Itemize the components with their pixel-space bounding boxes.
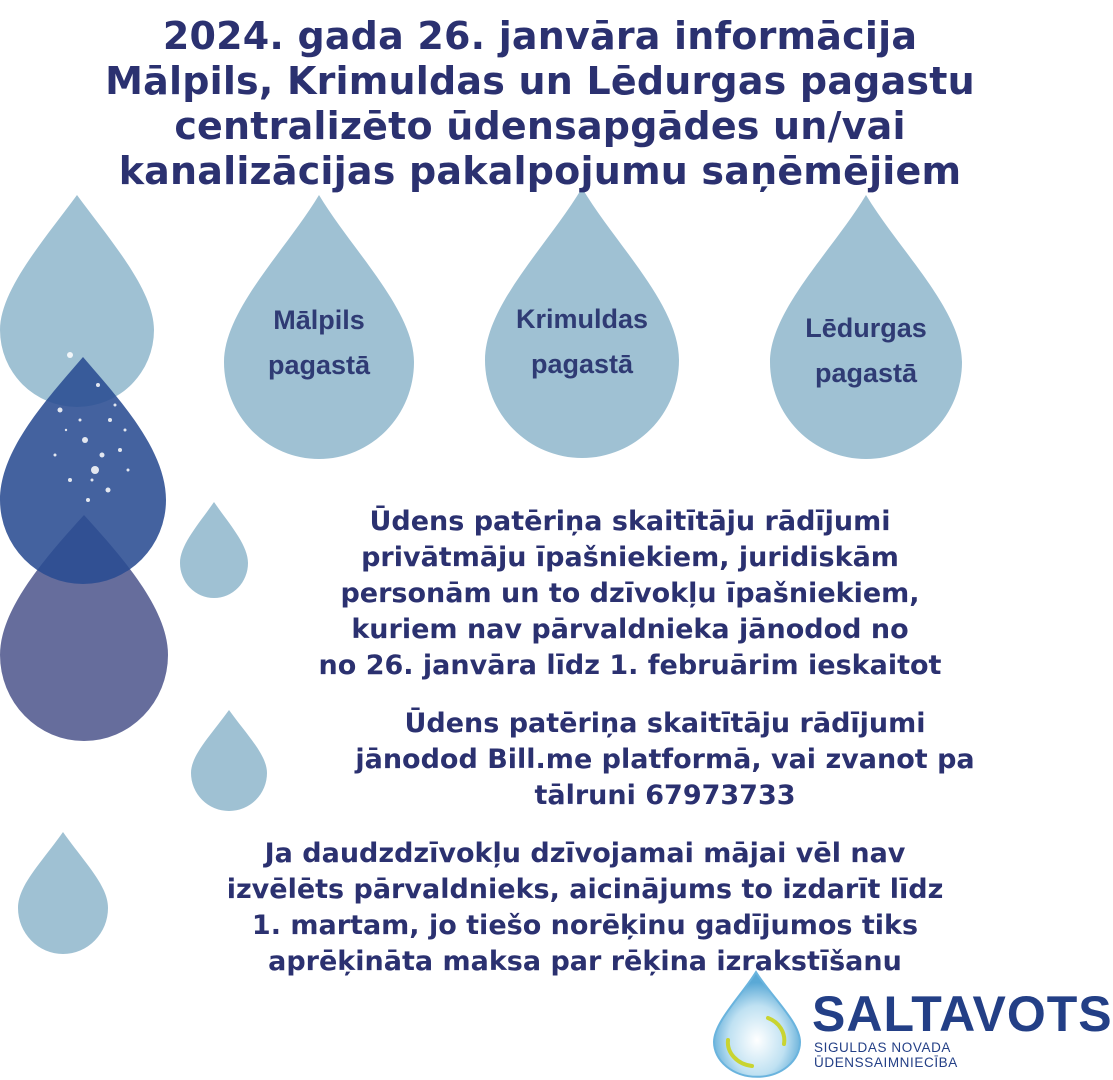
water-drop-icon — [18, 832, 108, 954]
title-line: kanalizācijas pakalpojumu saņēmējiem — [118, 149, 962, 193]
title-line: 2024. gada 26. janvāra informācija — [162, 14, 918, 58]
parish-label-malpils: Mālpils pagastā — [267, 305, 371, 380]
parish-label-krimuldas: Krimuldas pagastā — [515, 304, 649, 379]
title-line: Mālpils, Krimuldas un Lēdurgas pagastu — [105, 59, 975, 103]
info-block-manager-notice: Ja daudzdzīvokļu dzīvojamai mājai vēl nav izvēlēts pārvaldnieks, aicinājums to izdarīt līdz 1. martam, jo tiešo norēķinu gadījumos tiks aprēķināta maksa par rēķina izrakstīšanu — [226, 838, 944, 977]
water-drop-icon — [191, 710, 267, 811]
info-block-submission-method: Ūdens patēriņa skaitītāju rādījumi jānodod Bill.me platformā, vai zvanot pa tālruni 67973733 — [355, 708, 975, 811]
parish-label-ledurgas: Lēdurgas pagastā — [805, 313, 927, 388]
page-title — [40, 14, 1040, 194]
saltavots-drop-logo-icon — [714, 972, 800, 1077]
brand-logo-subtitle: SIGULDAS NOVADA ŪDENSSAIMNIECĪBA — [814, 1040, 958, 1070]
title-line: centralizēto ūdensapgādes un/vai — [174, 104, 906, 148]
info-block-meter-deadline: Ūdens patēriņa skaitītāju rādījumi privātmāju īpašniekiem, juridiskām personām un to dzīvokļu īpašniekiem, kuriem nav pārvaldnieka jānodod no no 26. janvāra līdz 1. februārim ieskaitot — [318, 506, 942, 681]
brand-logo-name: SALTAVOTS — [812, 986, 1113, 1042]
water-drop-icon — [0, 357, 166, 584]
